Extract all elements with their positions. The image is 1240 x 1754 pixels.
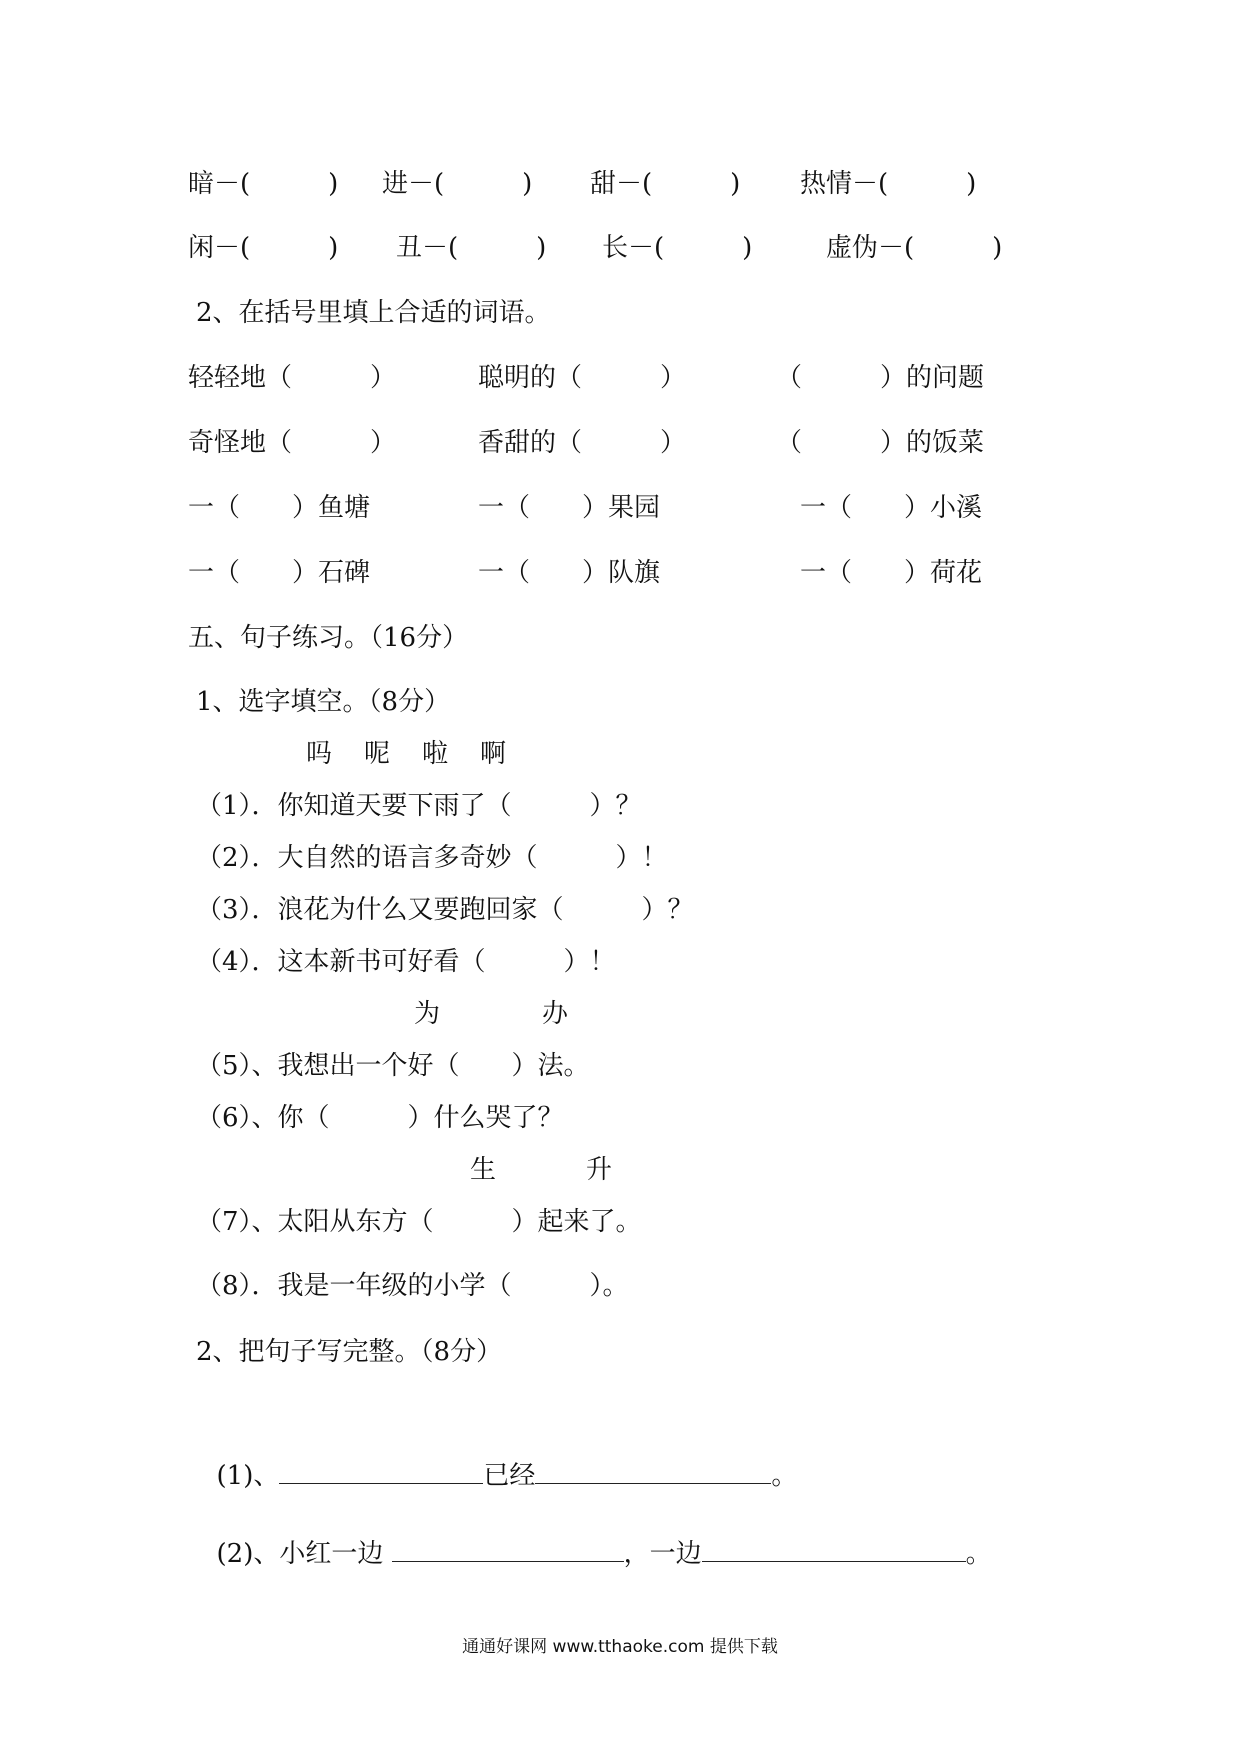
footer-credit: 通通好课网 www.tthaoke.com 提供下载 xyxy=(462,1637,778,1657)
antonym-item: 丑－( ) xyxy=(396,233,547,263)
answer-blank[interactable] xyxy=(392,1539,624,1562)
fill-item: （ ）的问题 xyxy=(776,363,985,393)
complete-sentence-1 xyxy=(200,1428,797,1492)
antonym-item: 进－( ) xyxy=(382,169,533,199)
antonym-item: 暗－( ) xyxy=(188,169,339,199)
sentence-middle: ，一边 xyxy=(623,1539,702,1569)
sentence-3: （3）．浪花为什么又要跑回家（ ）？ xyxy=(196,895,694,925)
sentence-prefix: (1)、 xyxy=(216,1461,280,1491)
sentence-2: （2）．大自然的语言多奇妙（ ）！ xyxy=(196,843,668,873)
fill-item: 一（ ）果园 xyxy=(478,493,661,523)
fill-item: 一（ ）队旗 xyxy=(478,558,661,588)
sentence-1: （1）．你知道天要下雨了（ ）？ xyxy=(196,791,642,821)
sub-2-title: 2、把句子写完整。（8分） xyxy=(196,1337,503,1367)
choice-char: 升 xyxy=(586,1155,613,1185)
complete-sentence-2 xyxy=(200,1506,992,1570)
sub-1-title: 1、选字填空。（8分） xyxy=(196,687,451,717)
sentence-middle: 已经 xyxy=(483,1461,536,1491)
choice-char: 吗 xyxy=(306,739,333,769)
antonym-item: 甜－( ) xyxy=(590,169,741,199)
answer-blank[interactable] xyxy=(702,1539,966,1562)
choice-char: 呢 xyxy=(364,739,391,769)
choice-char: 办 xyxy=(542,999,569,1029)
choice-char: 啦 xyxy=(422,739,449,769)
fill-item: 一（ ）鱼塘 xyxy=(188,493,371,523)
fill-item: 奇怪地（ ） xyxy=(188,428,397,458)
sentence-6: （6）、你（ ）什么哭了？ xyxy=(196,1103,564,1133)
fill-item: 聪明的（ ） xyxy=(478,363,687,393)
fill-item: 轻轻地（ ） xyxy=(188,363,397,393)
fill-item: 一（ ）小溪 xyxy=(800,493,983,523)
sentence-end: 。 xyxy=(771,1461,798,1491)
choice-char: 啊 xyxy=(480,739,507,769)
choice-char: 为 xyxy=(414,999,441,1029)
sentence-end: 。 xyxy=(965,1539,992,1569)
fill-item: （ ）的饭菜 xyxy=(776,428,985,458)
answer-blank[interactable] xyxy=(535,1461,771,1484)
sentence-7: （7）、太阳从东方（ ）起来了。 xyxy=(196,1207,642,1237)
sentence-5: （5）、我想出一个好（ ）法。 xyxy=(196,1051,590,1081)
antonym-item: 长－( ) xyxy=(602,233,753,263)
fill-item: 香甜的（ ） xyxy=(478,428,687,458)
antonym-item: 虚伪－( ) xyxy=(826,233,1003,263)
section-5-title: 五、句子练习。（16分） xyxy=(188,623,469,653)
answer-blank[interactable] xyxy=(279,1461,483,1484)
fill-item: 一（ ）石碑 xyxy=(188,558,371,588)
sentence-8: （8）．我是一年级的小学（ ）。 xyxy=(196,1271,629,1301)
fill-item: 一（ ）荷花 xyxy=(800,558,983,588)
sentence-4: （4）．这本新书可好看（ ）！ xyxy=(196,947,616,977)
antonym-item: 热情－( ) xyxy=(800,169,977,199)
choice-char: 生 xyxy=(470,1155,497,1185)
antonym-item: 闲－( ) xyxy=(188,233,339,263)
question-2-title: 2、在括号里填上合适的词语。 xyxy=(196,298,551,328)
sentence-prefix: (2)、小红一边 xyxy=(216,1539,384,1569)
